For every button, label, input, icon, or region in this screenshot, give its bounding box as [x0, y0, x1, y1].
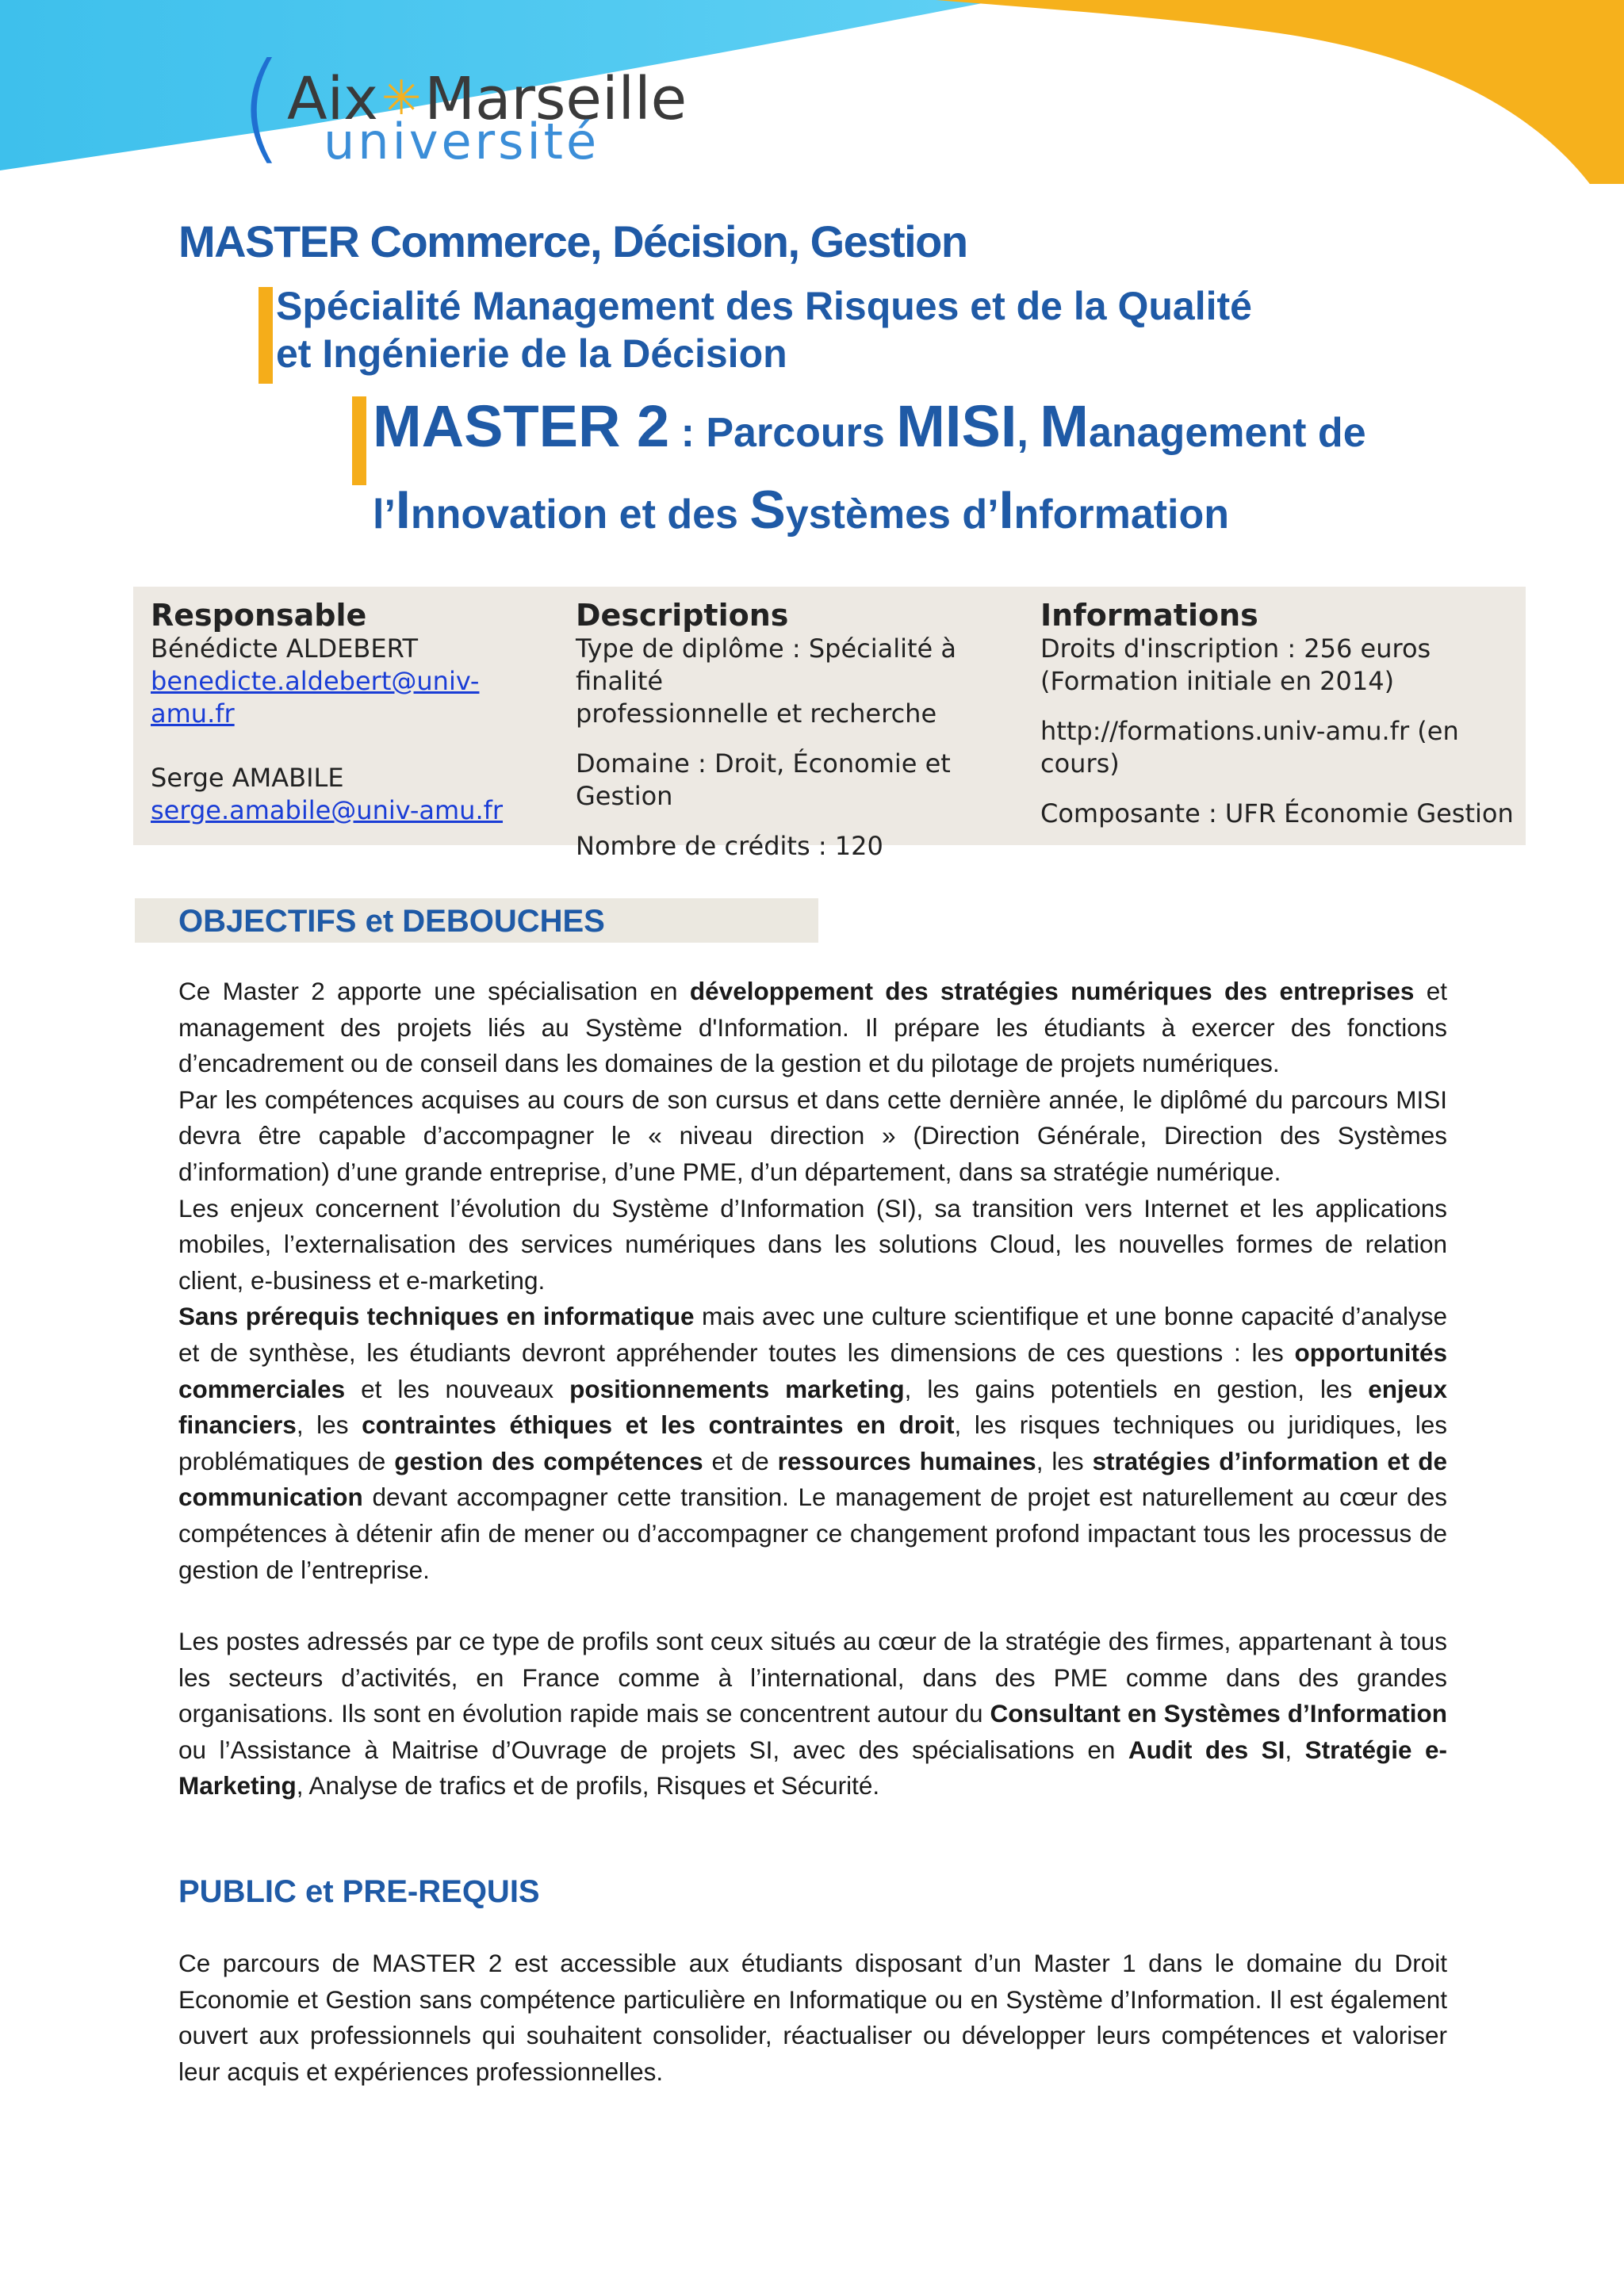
specialite-line-1: Spécialité Management des Risques et de la Qualité — [276, 284, 1252, 328]
text-run: ystèmes d’ — [785, 492, 999, 538]
specialite-line-2: et Ingénierie de la Décision — [276, 331, 787, 376]
text-run: , les risques techniques ou juridiques, les problématiques de — [178, 1410, 1447, 1475]
text-run: MISI — [896, 393, 1017, 459]
text-run: , les gains potentiels en gestion, les — [904, 1374, 1369, 1403]
emphasis-text: ressources humaines — [777, 1446, 1036, 1475]
logo-star-icon: ✳ — [381, 71, 422, 126]
page-title: MASTER Commerce, Décision, Gestion — [178, 216, 967, 266]
public-paragraph: Ce parcours de MASTER 2 est accessible aux étudiants disposant d’un Master 1 dans le domaine du Droit Economie et Gestion sans compétence particulière en Informatique ou en Système d’Information. Il est également ouvert aux professionnels qui souhaitent consolider, réactualiser ou développer leurs compétences et valoriser leur acquis et expériences professionnelles. — [178, 1949, 1447, 2086]
text-run: ou l’Assistance à Maitrise d’Ouvrage de projets SI, avec des spécialisations en — [178, 1735, 1128, 1764]
formations-url: http://formations.univ-amu.fr (en cours) — [1040, 716, 1459, 779]
text-run: et de — [703, 1446, 778, 1475]
composante-text: Composante : UFR Économie Gestion — [1040, 798, 1514, 828]
emphasis-text: gestion des compétences — [394, 1446, 703, 1475]
emphasis-text: enjeux financiers — [178, 1374, 1447, 1440]
text-run: , Analyse de trafics et de profils, Risques et Sécurité. — [296, 1771, 880, 1800]
text-run: : Parcours — [669, 410, 897, 456]
domaine-text: Domaine : Droit, Économie et Gestion — [576, 748, 951, 811]
emphasis-text: Sans prérequis techniques en informatique — [178, 1302, 695, 1331]
emphasis-text: positionnements marketing — [569, 1374, 905, 1403]
responsable-column — [151, 598, 563, 827]
logo-aix: Aix — [287, 65, 378, 133]
text-run: M — [1040, 393, 1089, 459]
emphasis-text: Consultant en Systèmes d’Information — [990, 1699, 1447, 1728]
text-run: et les nouveaux — [345, 1374, 570, 1403]
fees-line-2: (Formation initiale en 2014) — [1040, 666, 1395, 696]
text-run: , — [1285, 1735, 1305, 1764]
text-run: MASTER 2 — [373, 393, 670, 459]
emphasis-text: Audit des SI — [1128, 1735, 1285, 1764]
fees-line-1: Droits d'inscription : 256 euros — [1040, 633, 1431, 664]
informations-column — [1040, 598, 1524, 830]
responsable-name-2: Serge AMABILE — [151, 763, 344, 793]
emphasis-text: développement des stratégies numériques des entreprises — [689, 977, 1415, 1005]
specialite-accent-bar — [259, 287, 273, 384]
text-run: et management des projets liés au Système d'Information. Il prépare les étudiants à exercer des fonctions d’encadrement ou de conseil dans les domaines de la gestion et du pilotage de projets numériques. — [178, 977, 1447, 1078]
emphasis-text: Stratégie e-Marketing — [178, 1735, 1447, 1800]
text-run: Les postes adressés par ce type de profils sont ceux situés au cœur de la stratégie des firmes, appartenant à tous les secteurs d’activités, en France comme à l’international, dans des PME comme dans des grandes organisations. Ils sont en évolution rapide mais se concentrent autour du — [178, 1627, 1447, 1728]
objectifs-heading: OBJECTIFS et DEBOUCHES — [178, 904, 605, 939]
text-run: Les enjeux concernent l’évolution du Système d’Information (SI), sa transition vers Internet et les applications mobiles, l’externalisation des services numériques dans les solutions Cloud, les nouvelles formes de relation client, e-business et e-marketing. — [178, 1193, 1447, 1295]
objectifs-body — [178, 974, 1447, 1804]
objectifs-paragraph-4 — [178, 1299, 1447, 1588]
master2-line-1 — [373, 393, 1366, 476]
responsable-email-2[interactable]: serge.amabile@univ-amu.fr — [151, 795, 504, 825]
objectifs-paragraph-5 — [178, 1624, 1447, 1804]
emphasis-text: opportunités commerciales — [178, 1337, 1447, 1403]
informations-heading: Informations — [1040, 598, 1258, 633]
text-run: Par les compétences acquises au cours de son cursus et dans cette dernière année, le diplômé du parcours MISI devra être capable d’accompagner le « niveau direction » (Direction Générale, Direction des Systèmes d’information) d’une grande entreprise, d’une PME, d’un département, dans sa stratégie numérique. — [178, 1085, 1447, 1186]
logo-parenthesis: ( — [238, 38, 285, 176]
logo-marseille: Marseille — [424, 65, 688, 133]
master2-line-2 — [373, 476, 1366, 558]
text-run: S — [749, 480, 786, 540]
descriptions-column — [576, 598, 1036, 863]
credits-text: Nombre de crédits : 120 — [576, 831, 883, 861]
text-run: anagement de — [1088, 410, 1366, 456]
text-run: I — [998, 480, 1014, 540]
objectifs-paragraph-1 — [178, 974, 1447, 1082]
descriptions-heading: Descriptions — [576, 598, 789, 633]
responsable-email-1[interactable]: benedicte.aldebert@univ-amu.fr — [151, 666, 480, 729]
diploma-type-line-2: professionnelle et recherche — [576, 698, 937, 729]
emphasis-text: contraintes éthiques et les contraintes en droit — [362, 1410, 955, 1440]
responsable-name-1: Bénédicte ALDEBERT — [151, 633, 419, 664]
text-run: , — [1017, 410, 1040, 456]
objectifs-paragraph-3 — [178, 1191, 1447, 1299]
text-run: mais avec une culture scientifique et une bonne capacité d’analyse et de synthèse, les étudiants devront appréhender toutes les dimensions de ces questions : les — [178, 1302, 1447, 1367]
public-heading: PUBLIC et PRE-REQUIS — [178, 1874, 540, 1909]
text-run: Ce Master 2 apporte une spécialisation en — [178, 977, 690, 1005]
responsable-heading: Responsable — [151, 598, 367, 633]
diploma-type-line-1: Type de diplôme : Spécialité à finalité — [576, 633, 957, 696]
objectifs-paragraph-2 — [178, 1082, 1447, 1191]
master2-accent-bar — [352, 396, 366, 485]
text-run: , les — [296, 1410, 362, 1440]
text-run: , les — [1036, 1446, 1093, 1475]
text-run: devant accompagner cette transition. Le management de projet est naturellement au cœur des compétences à détenir afin de mener ou d’accompagner ce changement profond impactant tous les processus de gestion de l’entreprise. — [178, 1483, 1447, 1584]
program-info-box — [133, 587, 1526, 861]
text-run: nnovation et des — [410, 492, 750, 538]
text-run: I — [395, 480, 411, 540]
logo-universite: université — [324, 113, 600, 170]
master2-title — [373, 393, 1366, 558]
specialite-title — [276, 282, 1252, 377]
text-run: nformation — [1013, 492, 1230, 538]
emphasis-text: stratégies d’information et de communication — [178, 1446, 1448, 1512]
text-run: l’ — [373, 492, 396, 538]
